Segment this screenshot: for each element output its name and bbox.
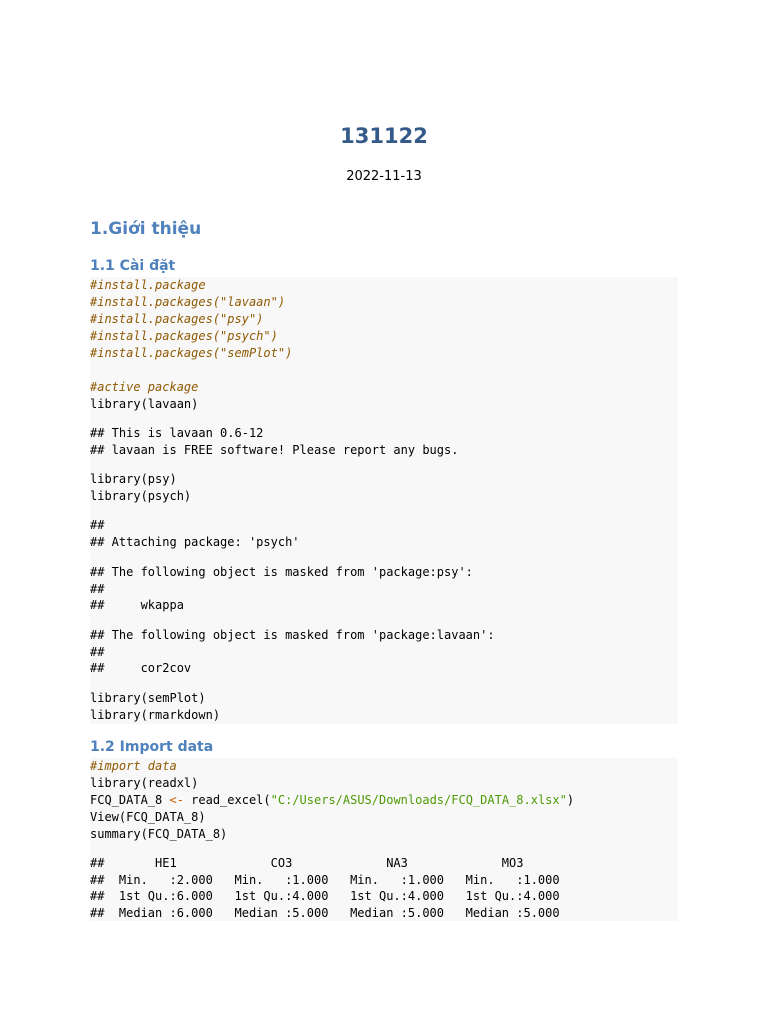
code-paren: ) xyxy=(566,793,575,807)
output-line: ## HE1 CO3 NA3 MO3 xyxy=(90,856,575,870)
output-line: ## wkappa xyxy=(90,598,184,612)
code-line: library(rmarkdown) xyxy=(90,708,221,722)
document-date: 2022-11-13 xyxy=(346,169,422,184)
code-line-read-excel xyxy=(90,792,574,809)
output-line: ## The following object is masked from 'package:psy': xyxy=(90,565,473,579)
code-line: library(psych) xyxy=(90,489,192,503)
code-function: read_excel( xyxy=(183,793,271,807)
section-heading-intro: 1.Giới thiệu xyxy=(90,219,202,239)
code-line: summary(FCQ_DATA_8) xyxy=(90,827,228,841)
code-operator: <- xyxy=(169,793,184,807)
subsection-heading-import: 1.2 Import data xyxy=(90,739,214,755)
document-title: 131122 xyxy=(340,124,428,148)
output-line: ## Attaching package: 'psych' xyxy=(90,535,300,549)
code-line: library(psy) xyxy=(90,472,177,486)
output-line: ## Median :6.000 Median :5.000 Median :5.000 Median :5.000 xyxy=(90,906,575,920)
code-variable: FCQ_DATA_8 xyxy=(90,793,170,807)
output-line: ## cor2cov xyxy=(90,661,192,675)
code-line: library(semPlot) xyxy=(90,691,206,705)
code-line: View(FCQ_DATA_8) xyxy=(90,810,206,824)
code-comment: #install.packages("lavaan") xyxy=(90,295,286,309)
code-comment: #install.packages("psych") xyxy=(90,329,278,343)
code-block-install xyxy=(90,277,678,724)
code-comment: #import data xyxy=(90,759,177,773)
output-line: ## lavaan is FREE software! Please report any bugs. xyxy=(90,443,459,457)
code-string: "C:/Users/ASUS/Downloads/FCQ_DATA_8.xlsx" xyxy=(270,793,567,807)
code-comment: #install.package xyxy=(90,278,206,292)
output-line: ## Min. :2.000 Min. :1.000 Min. :1.000 Min. :1.000 xyxy=(90,873,575,887)
code-line: library(lavaan) xyxy=(90,397,199,411)
code-comment: #active package xyxy=(90,380,199,394)
code-line: library(readxl) xyxy=(90,776,199,790)
subsection-heading-install: 1.1 Cài đặt xyxy=(90,258,176,274)
code-comment: #install.packages("psy") xyxy=(90,312,264,326)
output-line: ## xyxy=(90,518,105,532)
code-comment: #install.packages("semPlot") xyxy=(90,346,293,360)
output-line: ## xyxy=(90,645,105,659)
output-line: ## 1st Qu.:6.000 1st Qu.:4.000 1st Qu.:4.000 1st Qu.:4.000 xyxy=(90,889,575,903)
code-block-import xyxy=(90,758,678,921)
output-line: ## The following object is masked from 'package:lavaan': xyxy=(90,628,495,642)
output-line: ## xyxy=(90,582,105,596)
output-line: ## This is lavaan 0.6-12 xyxy=(90,426,264,440)
